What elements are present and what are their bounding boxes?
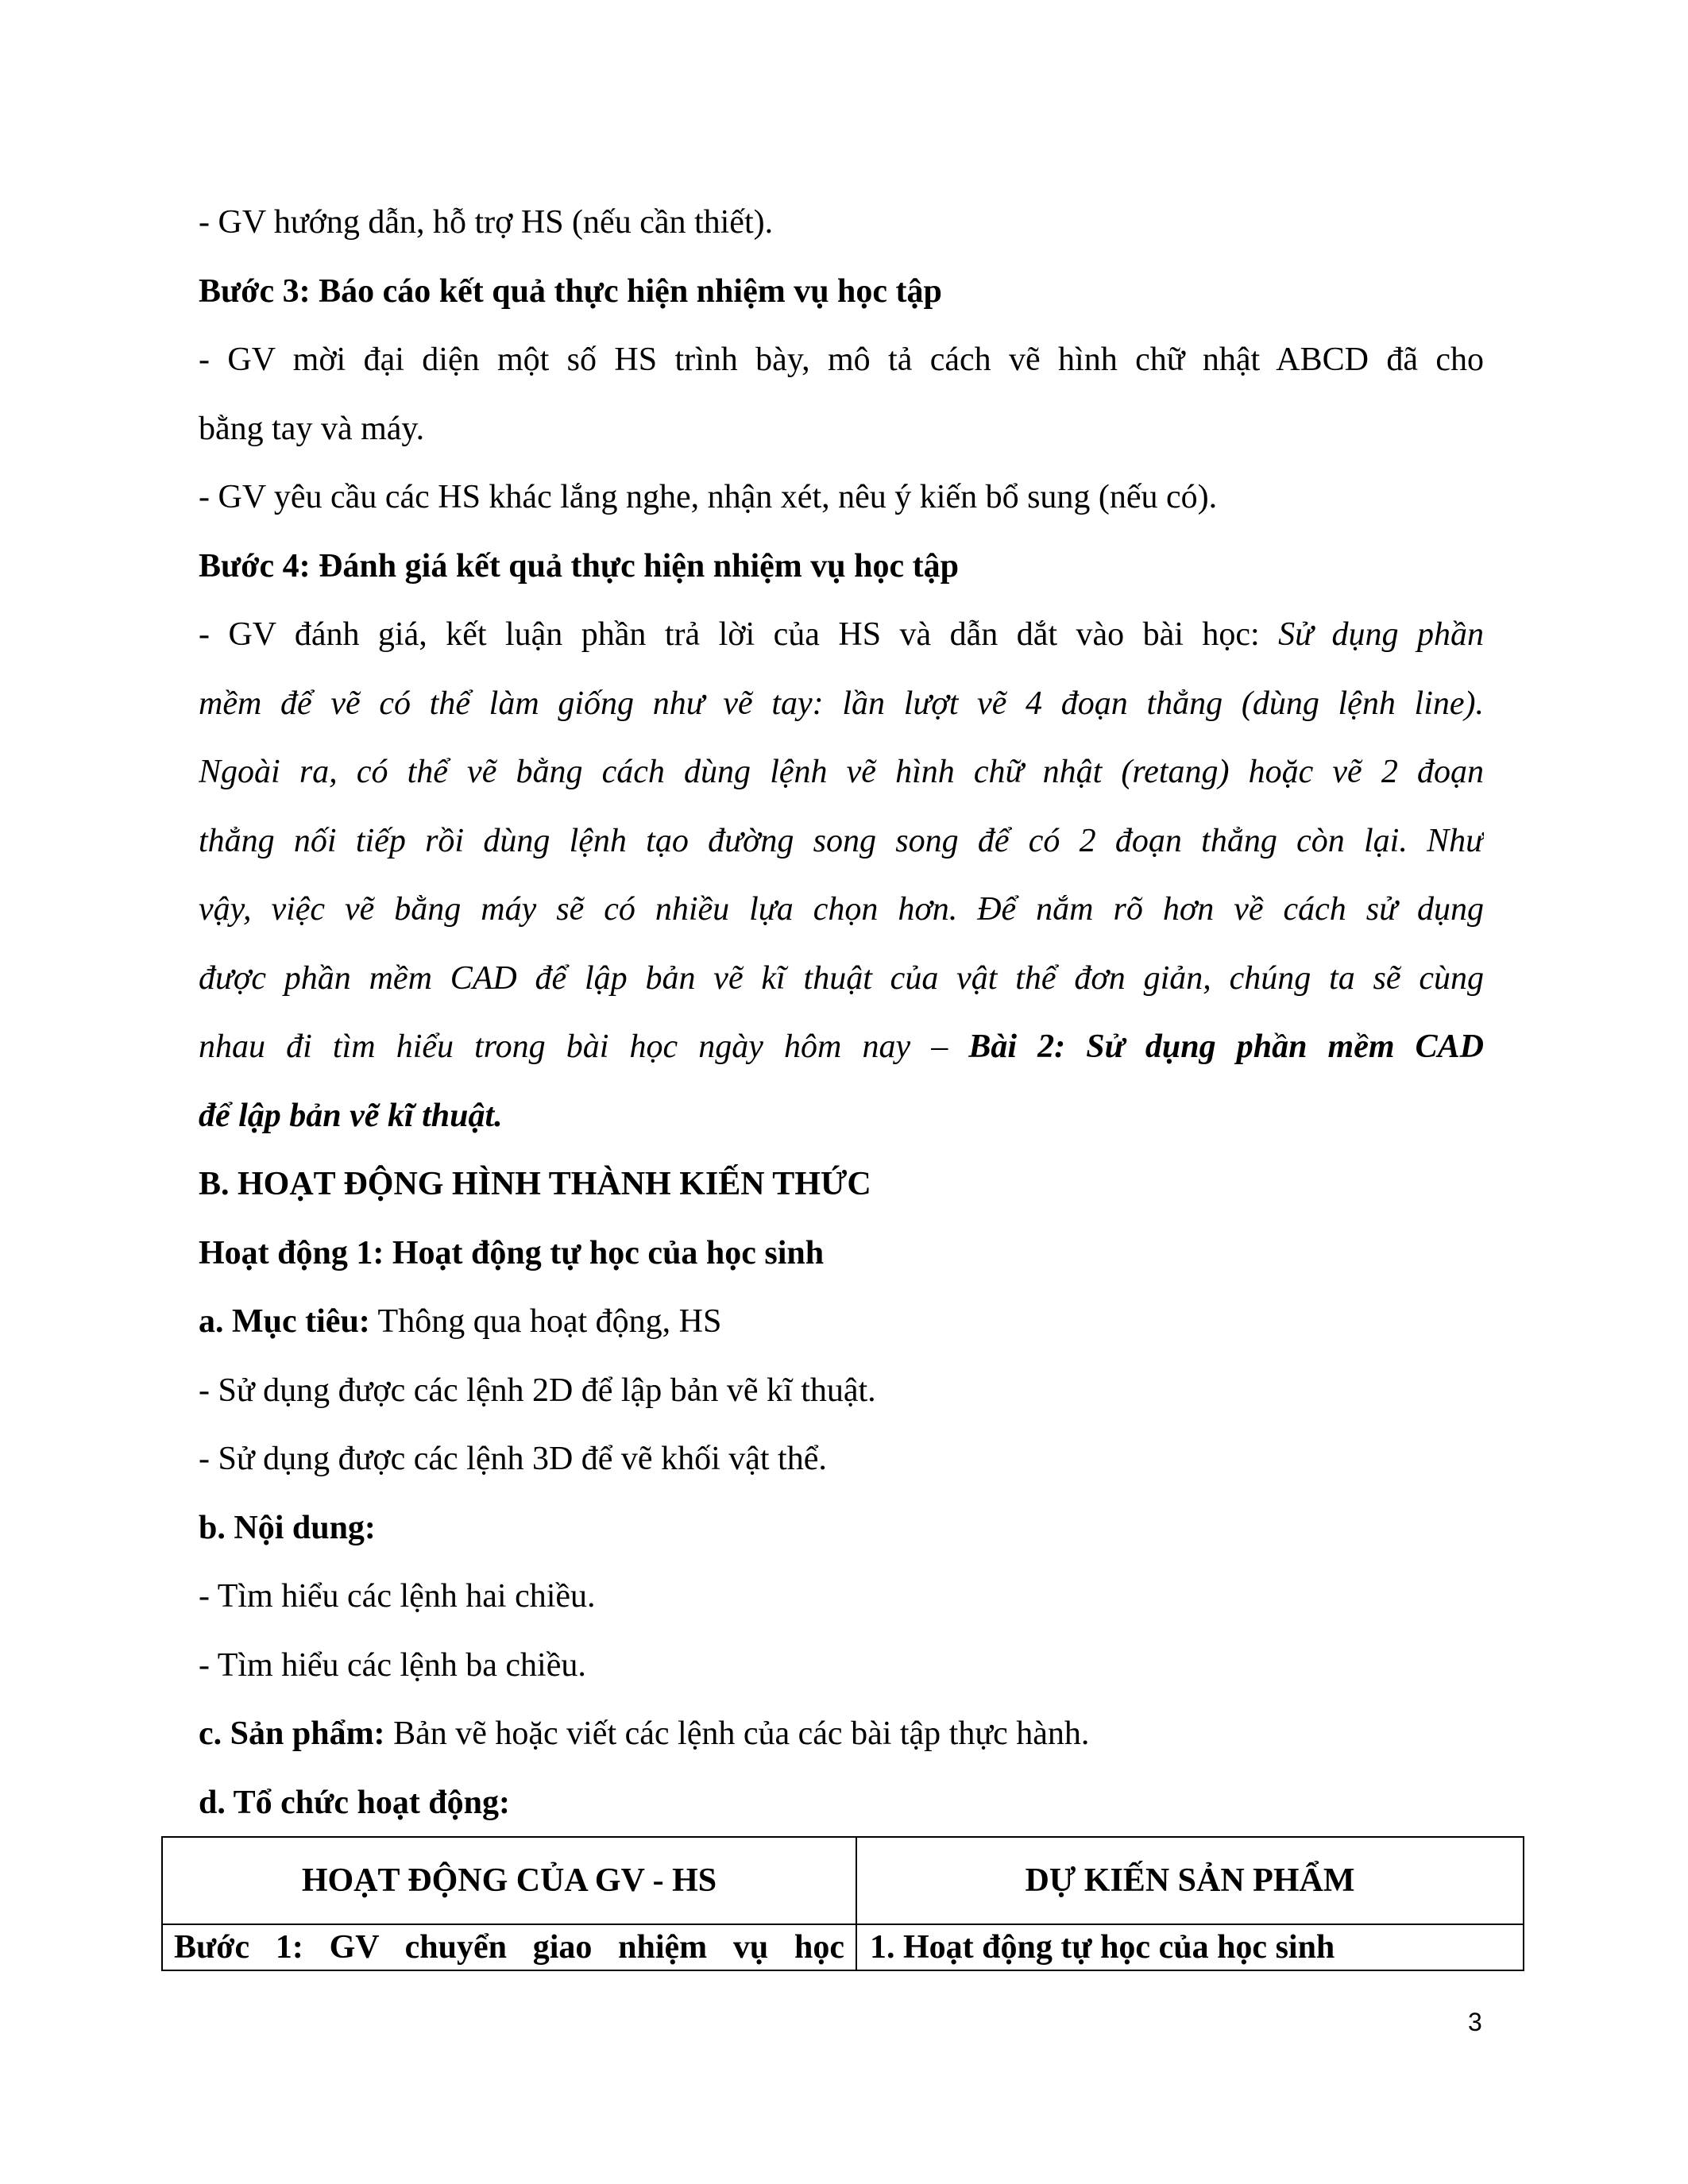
product-label: c. Sản phẩm: [199, 1715, 385, 1752]
step-3-heading: Bước 3: Báo cáo kết quả thực hiện nhiệm vụ học tập [199, 272, 942, 310]
lesson-title-cont: để lập bản vẽ kĩ thuật. [199, 1097, 503, 1134]
header-cell: HOẠT ĐỘNG CỦA GV - HS [162, 1837, 856, 1924]
text-line: bằng tay và máy. [199, 410, 425, 447]
lesson-title: Bài 2: Sử dụng phần mềm CAD [968, 1028, 1484, 1065]
table-cell: 1. Hoạt động tự học của học sinh [856, 1924, 1524, 1970]
activity-1-heading: Hoạt động 1: Hoạt động tự học của học sinh [199, 1234, 825, 1271]
objective-text: Thông qua hoạt động, HS [369, 1303, 722, 1340]
text-italic: Sử dụng phần [1278, 616, 1484, 653]
organization-label: d. Tổ chức hoạt động: [199, 1784, 511, 1821]
text-line: - Sử dụng được các lệnh 3D để vẽ khối vật thể. [199, 1441, 827, 1477]
text-line: - Tìm hiểu các lệnh ba chiều. [199, 1646, 586, 1684]
document-body [199, 188, 1484, 1837]
text-line: - Tìm hiểu các lệnh hai chiều. [199, 1578, 596, 1615]
text-line: được phần mềm CAD để lập bản vẽ kĩ thuật của vật thể đơn giản, chúng ta sẽ cùng [199, 959, 1484, 997]
section-b-heading: B. HOẠT ĐỘNG HÌNH THÀNH KIẾN THỨC [199, 1166, 871, 1202]
text-line: - GV hướng dẫn, hỗ trợ HS (nếu cần thiết). [199, 204, 774, 241]
text-normal: - GV đánh giá, kết luận phần trả lời của HS và dẫn dắt vào bài học: [199, 616, 1279, 653]
text-line: - Sử dụng được các lệnh 2D để lập bản vẽ kĩ thuật. [199, 1372, 876, 1409]
product-text: Bản vẽ hoặc viết các lệnh của các bài tập thực hành. [384, 1715, 1090, 1752]
text-line [199, 1013, 1484, 1082]
text-line: thẳng nối tiếp rồi dùng lệnh tạo đường song song để có 2 đoạn thẳng còn lại. Như [199, 822, 1484, 859]
content-label: b. Nội dung: [199, 1509, 376, 1546]
table-header-row [162, 1837, 1524, 1924]
text-line [199, 600, 1484, 669]
page-number: 3 [1468, 2008, 1482, 2036]
text-line: Ngoài ra, có thể vẽ bằng cách dùng lệnh vẽ hình chữ nhật (retang) hoặc vẽ 2 đoạn [199, 754, 1484, 790]
text-line: vậy, việc vẽ bằng máy sẽ có nhiều lựa chọn hơn. Để nắm rõ hơn về cách sử dụng [199, 891, 1484, 928]
objective-label: a. Mục tiêu: [199, 1303, 370, 1340]
text-line: mềm để vẽ có thể làm giống như vẽ tay: lần lượt vẽ 4 đoạn thẳng (dùng lệnh line). [199, 685, 1484, 722]
header-cell: DỰ KIẾN SẢN PHẨM [856, 1837, 1524, 1924]
table-cell: Bước 1: GV chuyển giao nhiệm vụ học [162, 1924, 856, 1970]
activity-table [161, 1836, 1524, 1971]
text-line: - GV mời đại diện một số HS trình bày, mô tả cách vẽ hình chữ nhật ABCD đã cho [199, 341, 1484, 378]
table-row [162, 1924, 1524, 1970]
text-line: - GV yêu cầu các HS khác lắng nghe, nhận xét, nêu ý kiến bổ sung (nếu có). [199, 479, 1218, 515]
text-italic: nhau đi tìm hiểu trong bài học ngày hôm nay – [199, 1028, 969, 1065]
product-line [199, 1700, 1484, 1769]
objective-line [199, 1287, 1484, 1356]
step-4-heading: Bước 4: Đánh giá kết quả thực hiện nhiệm vụ học tập [199, 547, 959, 585]
